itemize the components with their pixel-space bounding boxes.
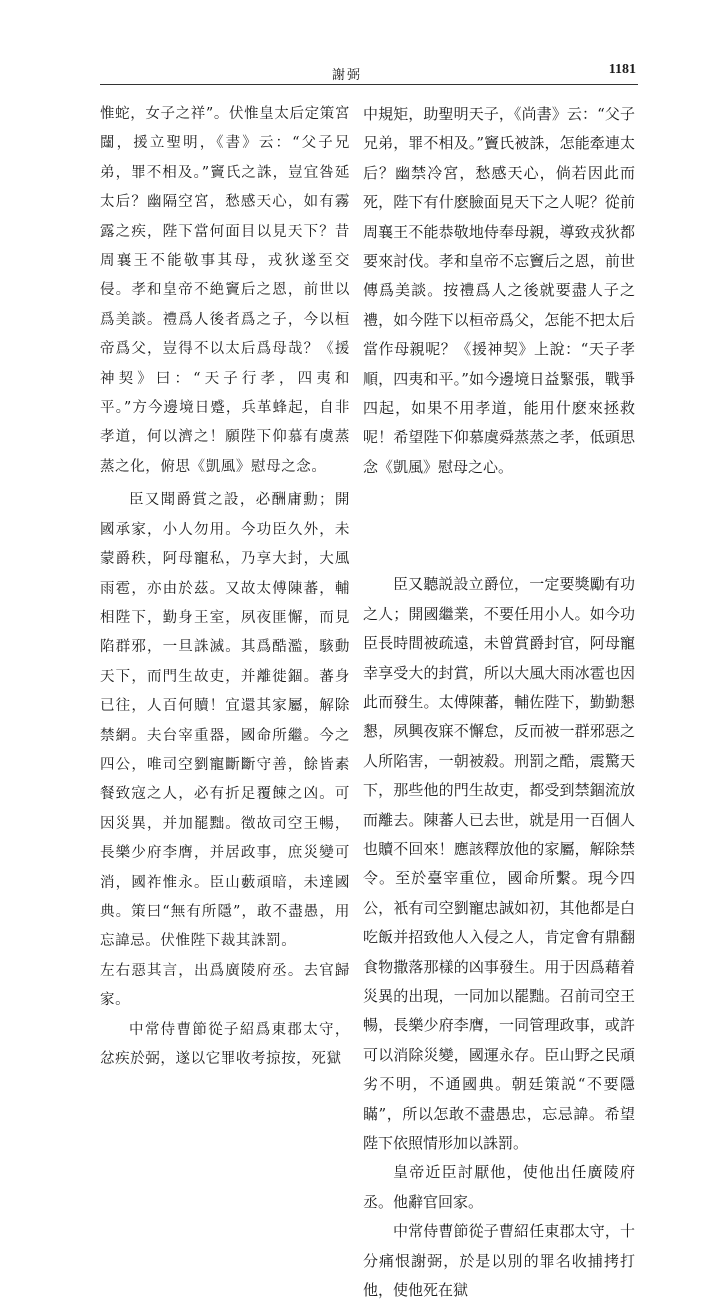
original-paragraph: 左右惡其言，出爲廣陵府丞。去官歸家。 (100, 962, 350, 1009)
translation-paragraph: 皇帝近臣討厭他，使他出任廣陵府丞。他辭官回家。 (363, 1163, 635, 1211)
page-header (100, 62, 636, 82)
original-text-column (100, 100, 350, 1074)
translation-column (363, 100, 635, 1305)
original-paragraph: 惟蛇，女子之祥”。伏惟皇太后定策宮闥，援立聖明，《書》云：“父子兄弟，罪不相及。”竇氏之誅，豈宜咎延太后？幽隔空宮，愁感天心，如有霧露之疾，陛下當何面目以見天下？昔周襄王不能敬事其母，戎狄遂至交侵。孝和皇帝不絶竇后之恩，前世以爲美談。禮爲人後者爲之子，今以桓帝爲父，豈得不以太后爲母哉？《援神契》曰：“天子行孝，四夷和平。”方今邊境日蹙，兵革蜂起，自非孝道，何以濟之！願陛下仰慕有虞蒸蒸之化，俯思《凱風》慰母之念。 (100, 106, 350, 475)
translation-paragraph: 中常侍曹節從子曹紹任東郡太守，十分痛恨謝弼，於是以別的罪名收捕拷打他，使他死在獄 (363, 1222, 635, 1300)
running-title: 謝弼 (332, 68, 363, 83)
page-number: 1181 (608, 62, 636, 77)
translation-paragraph: 臣又聽説設立爵位，一定要獎勵有功之人；開國繼業，不要任用小人。如今功臣長時間被疏遠，未曾賞爵封官，阿母寵幸享受大的封賞，所以大風大雨冰雹也因此而發生。太傅陳蕃，輔佐陛下，勤勤懇懇，夙興夜寐不懈怠，反而被一群邪惡之人所陷害，一朝被殺。刑罰之酷，震驚天下，那些他的門生故吏，都受到禁錮流放而離去。陳蕃人已去世，就是用一百個人也贖不回來！應該釋放他的家屬，解除禁令。至於臺宰重位，國命所繫。現今四公，衹有司空劉寵忠誠如初，其他都是白吃飯并招致他人入侵之人，肯定會有鼎翻食物撒落那樣的凶事發生。用于因爲藉着災異的出現，一同加以罷黜。召前司空王暢，長樂少府李膺，一同管理政事，或許可以消除災變，國運永存。臣山野之民頑劣不明，不通國典。朝廷策説“不要隱瞞”，所以怎敢不盡愚忠，忘忌諱。希望陛下依照情形加以誅罰。 (363, 575, 635, 1152)
header-rule (100, 84, 638, 85)
original-paragraph: 中常侍曹節從子紹爲東郡太守，忿疾於弼，遂以它罪收考掠按，死獄 (100, 1021, 350, 1067)
original-paragraph: 臣又聞爵賞之設，必酬庸勳；開國承家，小人勿用。今功臣久外，未蒙爵秩，阿母寵私，乃享大封，大風雨雹，亦由於茲。又故太傅陳蕃，輔相陛下，勤身王室，夙夜匪懈，而見陷群邪，一旦誅滅。其爲酷濫，駭動天下，而門生故吏，并離徙錮。蕃身已往，人百何贖！宜還其家屬，解除禁網。夫台宰重器，國命所繼。今之四公，唯司空劉寵斷斷守善，餘皆素餐致寇之人，必有折足覆餗之凶。可因災異，并加罷黜。徵故司空王暢，長樂少府李膺，并居政事，庶災變可消，國祚惟永。臣山藪頑暗，未達國典。策曰“無有所隱”，敢不盡愚，用忘諱忌。伏惟陛下裁其誅罰。 (100, 492, 350, 950)
translation-paragraph: 中規矩，助聖明天子，《尚書》云：“父子兄弟，罪不相及。”竇氏被誅，怎能牽連太后？幽禁冷宮，愁感天心，倘若因此而死，陛下有什麽臉面見天下之人呢？從前周襄王不能恭敬地侍奉母親，導致戎狄都要來討伐。孝和皇帝不忘竇后之恩，前世傳爲美談。按禮爲人之後就要盡人子之禮，如今陛下以桓帝爲父，怎能不把太后當作母親呢？《援神契》上說：“天子孝順，四夷和平。”如今邊境日益緊張，戰爭四起，如果不用孝道，能用什麽來拯救呢！希望陛下仰慕虞舜蒸蒸之孝，低頭思念《凱風》慰母之心。 (363, 105, 635, 476)
